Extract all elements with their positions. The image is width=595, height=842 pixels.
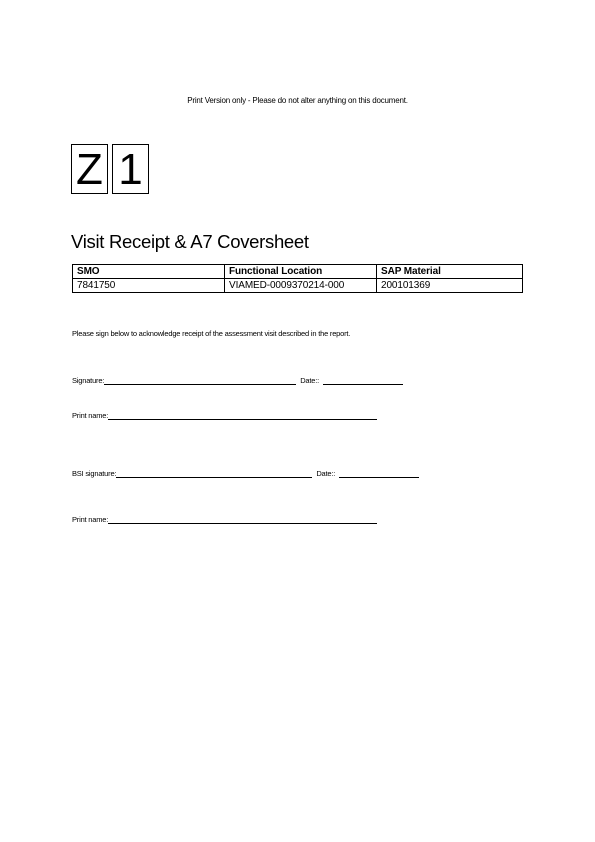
header-sap-material: SAP Material	[377, 265, 523, 279]
bsi-signature-line[interactable]	[116, 468, 312, 478]
header-functional-location: Functional Location	[225, 265, 377, 279]
print-notice: Print Version only - Please do not alter anything on this document.	[187, 96, 408, 105]
bsi-date-line[interactable]	[339, 468, 419, 478]
client-signature-row	[72, 375, 403, 385]
code-box-letter: Z	[71, 144, 108, 194]
print-name-line[interactable]	[108, 410, 377, 420]
signature-line[interactable]	[104, 375, 296, 385]
bsi-signature-label: BSI signature:	[72, 469, 117, 478]
cell-sap-material: 200101369	[377, 279, 523, 293]
code-boxes	[71, 144, 149, 194]
date-label: Date::	[300, 376, 320, 385]
bsi-print-name-label: Print name:	[72, 515, 109, 524]
bsi-print-name-row	[72, 514, 377, 524]
date-line[interactable]	[323, 375, 403, 385]
instruction-text: Please sign below to acknowledge receipt of the assessment visit described in the report.	[72, 329, 351, 338]
print-name-label: Print name:	[72, 411, 109, 420]
document-title: Visit Receipt & A7 Coversheet	[71, 231, 309, 252]
bsi-signature-row	[72, 468, 419, 478]
info-table-row	[73, 279, 523, 293]
info-table	[72, 264, 523, 293]
signature-label: Signature:	[72, 376, 105, 385]
bsi-date-label: Date::	[316, 469, 336, 478]
info-table-header-row	[73, 265, 523, 279]
code-box-number: 1	[112, 144, 149, 194]
client-print-name-row	[72, 410, 377, 420]
bsi-print-name-line[interactable]	[108, 514, 377, 524]
cell-functional-location: VIAMED-0009370214-000	[225, 279, 377, 293]
cell-smo: 7841750	[73, 279, 225, 293]
header-smo: SMO	[73, 265, 225, 279]
